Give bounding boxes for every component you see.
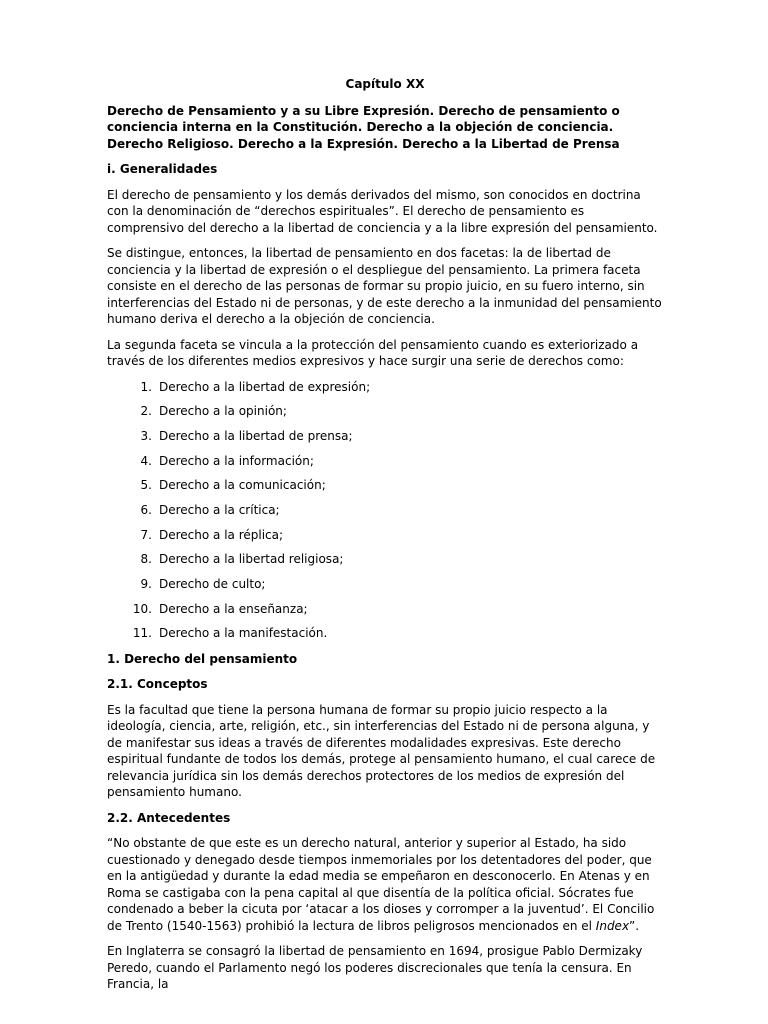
list-item-number: 8. bbox=[140, 552, 152, 567]
rights-list bbox=[107, 379, 663, 642]
list-item bbox=[107, 453, 663, 470]
list-item bbox=[107, 551, 663, 568]
list-item-text: Derecho a la réplica; bbox=[159, 527, 284, 542]
section-2-2-title: 2.2. Antecedentes bbox=[107, 810, 231, 825]
list-item-text: Derecho a la crítica; bbox=[159, 502, 280, 517]
list-item bbox=[107, 502, 663, 519]
list-item-number: 10. bbox=[132, 601, 152, 616]
paragraph-1: El derecho de pensamiento y los demás derivados del mismo, son conocidos en doctrina con la denominación de “derechos espirituales”. El derecho de pensamiento es comprensivo del derecho a la libertad de conciencia y a la libre expresión del pensamiento. bbox=[107, 187, 658, 235]
index-italic: Index bbox=[595, 918, 630, 933]
paragraph-5-text: “No obstante de que este es un derecho natural, anterior y superior al Estado, ha sido cuestionado y denegado desde tiempos inmemoriales por los detentadores del poder, que en la antigüedad y durante la edad media se empeñaron en desconocerlo. En Atenas y en Roma se castigaba con la pena capital al que disentía de la política oficial. Sócrates fue condenado a beber la cicuta por ‘atacar a los dioses y corromper a la juventud’. El Concilio de Trento (1540-1563) prohibió la lectura de libros peligrosos mencionados en el bbox=[107, 836, 655, 933]
list-item-number: 9. bbox=[140, 577, 152, 591]
list-item bbox=[107, 576, 663, 593]
list-item-text: Derecho a la opinión; bbox=[159, 404, 287, 419]
paragraph-5 bbox=[107, 835, 663, 934]
list-item-number: 5. bbox=[140, 478, 152, 493]
list-item-text: Derecho a la información; bbox=[159, 453, 314, 468]
list-item bbox=[107, 379, 663, 396]
chapter-heading: Derecho de Pensamiento y a su Libre Expresión. Derecho de pensamiento o conciencia interna en la Constitución. Derecho a la objeción de conciencia. Derecho Religioso. Derecho a la Expresión. Derecho a la Libertad de Prensa bbox=[107, 103, 620, 151]
list-item-text: Derecho a la libertad religiosa; bbox=[159, 552, 344, 567]
list-item-number: 1. bbox=[140, 379, 152, 394]
list-item-text: Derecho a la manifestación. bbox=[159, 626, 328, 641]
list-item-text: Derecho a la comunicación; bbox=[159, 478, 326, 493]
section-2-1-title: 2.1. Conceptos bbox=[107, 677, 208, 692]
list-item-number: 7. bbox=[140, 527, 152, 542]
section-1-title: 1. Derecho del pensamiento bbox=[107, 651, 298, 666]
section-i-title: i. Generalidades bbox=[107, 162, 218, 176]
list-item bbox=[107, 625, 663, 642]
list-item bbox=[107, 477, 663, 494]
list-item bbox=[107, 428, 663, 445]
list-item bbox=[107, 403, 663, 420]
chapter-title: Capítulo XX bbox=[345, 77, 425, 91]
paragraph-6: En Inglaterra se consagró la libertad de pensamiento en 1694, prosigue Pablo Dermizaky Peredo, cuando el Parlamento negó los poderes discrecionales que tenía la censura. En Francia, la bbox=[107, 944, 643, 992]
list-item-text: Derecho a la libertad de expresión; bbox=[159, 379, 371, 394]
list-item-text: Derecho a la libertad de prensa; bbox=[159, 428, 353, 443]
paragraph-2: Se distingue, entonces, la libertad de pensamiento en dos facetas: la de libertad de conciencia y la libertad de expresión o el despliegue del pensamiento. La primera faceta consiste en el derecho de las personas de formar su propio juicio, en su fuero interno, sin interferencias del Estado ni de personas, y de este derecho a la inmunidad del pensamiento humano deriva el derecho a la objeción de conciencia. bbox=[107, 246, 662, 326]
list-item bbox=[107, 527, 663, 544]
list-item-number: 3. bbox=[140, 428, 152, 443]
list-item-text: Derecho de culto; bbox=[159, 577, 266, 591]
list-item bbox=[107, 601, 663, 618]
paragraph-4: Es la facultad que tiene la persona humana de formar su propio juicio respecto a la ideología, ciencia, arte, religión, etc., sin interferencias del Estado ni de persona alguna, y de manifestar sus ideas a través de diferentes modalidades expresivas. Este derecho espiritual fundante de todos los demás, protege al pensamiento humano, el cual carece de relevancia jurídica sin los demás derechos protectores de los medios de expresión del pensamiento humano. bbox=[107, 702, 656, 800]
document-page bbox=[107, 76, 663, 1002]
list-item-number: 2. bbox=[140, 404, 152, 419]
list-item-number: 6. bbox=[140, 502, 152, 517]
paragraph-3: La segunda faceta se vincula a la protección del pensamiento cuando es exteriorizado a través de los diferentes medios expresivos y hace surgir una serie de derechos como: bbox=[107, 337, 639, 368]
paragraph-5-end: ”. bbox=[629, 918, 640, 933]
list-item-text: Derecho a la enseñanza; bbox=[159, 601, 308, 616]
list-item-number: 11. bbox=[132, 626, 152, 641]
list-item-number: 4. bbox=[140, 453, 152, 468]
